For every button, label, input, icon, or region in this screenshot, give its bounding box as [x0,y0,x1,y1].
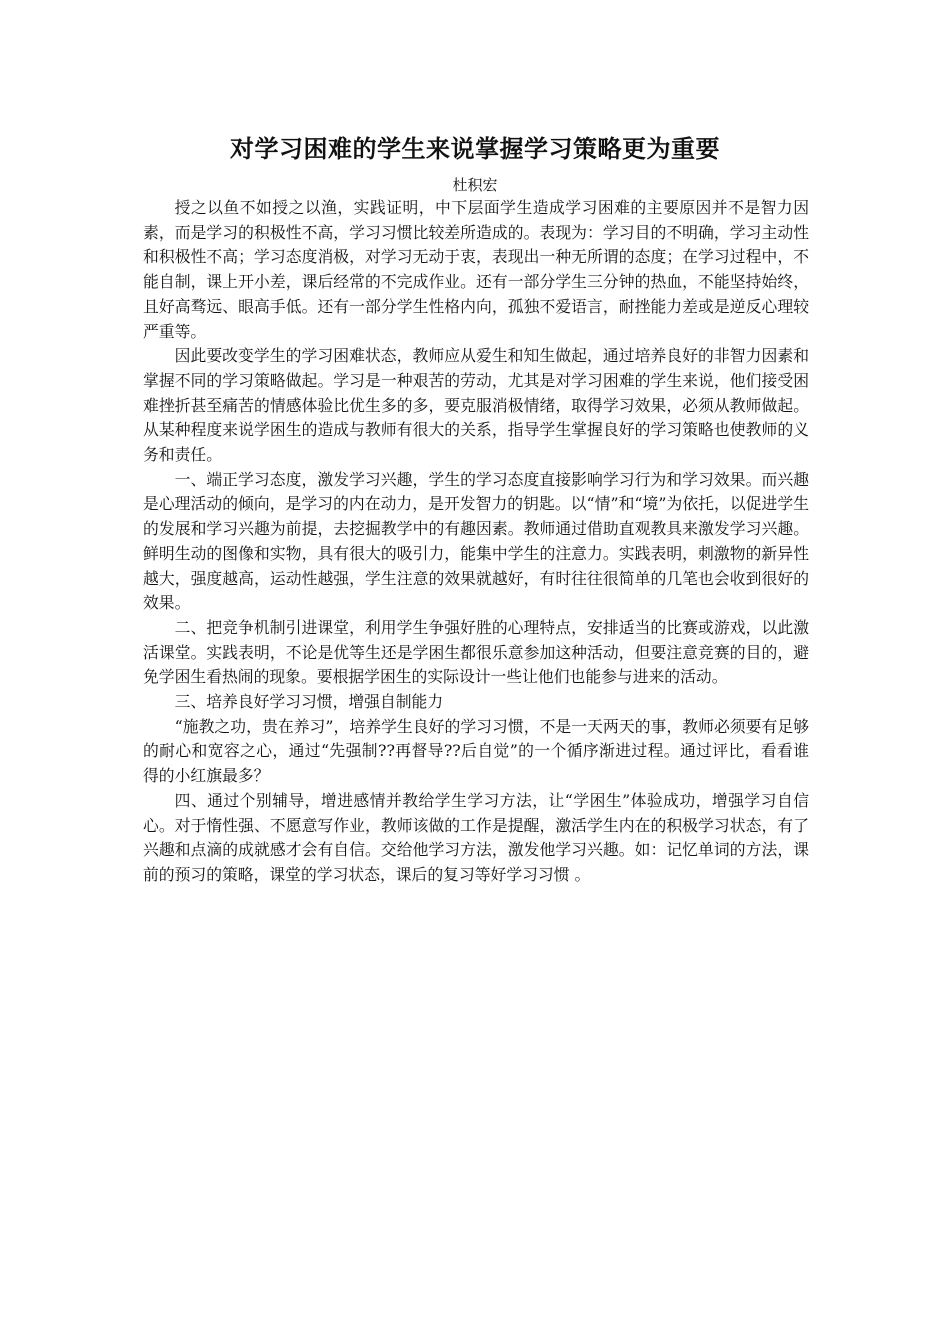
paragraph-teacher-role: 因此要改变学生的学习困难状态，教师应从爱生和知生做起，通过培养良好的非智力因素和掌握不同的学习策略做起。学习是一种艰苦的劳动，尤其是对学习困难的学生来说，他们接受困难挫折甚至痛苦的情感体验比优生多的多，要克服消极情绪，取得学习效果，必须从教师做起。从某种程度来说学困生的造成与教师有很大的关系，指导学生掌握良好的学习策略也使教师的义务和责任。 [143,346,809,465]
document-author: 杜积宏 [452,176,498,194]
paragraph-section-one: 一、端正学习态度，激发学习兴趣，学生的学习态度直接影响学习行为和学习效果。而兴趣是心理活动的倾向，是学习的内在动力，是开发智力的钥匙。以“情”和“境”为依托，以促进学生的发展和学习兴趣为前提，去挖掘教学中的有趣因素。教师通过借助直观教具来激发学习兴趣。鲜明生动的图像和实物，具有很大的吸引力，能集中学生的注意力。实践表明，刺激物的新异性越大，强度越高，运动性越强，学生注意的效果就越好，有时往往很简单的几笔也会收到很好的效果。 [143,469,809,613]
paragraph-section-two: 二、把竞争机制引进课堂，利用学生争强好胜的心理特点，安排适当的比赛或游戏，以此激活课堂。实践表明，不论是优等生还是学困生都很乐意参加这种活动，但要注意竞赛的目的，避免学困生看热闹的现象。要根据学困生的实际设计一些让他们也能参与进来的活动。 [143,617,809,687]
paragraph-intro: 授之以鱼不如授之以渔，实践证明，中下层面学生造成学习困难的主要原因并不是智力因素，而是学习的积极性不高，学习习惯比较差所造成的。表现为：学习目的不明确，学习主动性和积极性不高；学习态度消极，对学习无动于衷，表现出一种无所谓的态度；在学习过程中，不能自制，课上开小差，课后经常的不完成作业。还有一部分学生三分钟的热血，不能坚持始终，且好高骛远、眼高手低。还有一部分学生性格内向，孤独不爱语言，耐挫能力差或是逆反心理较严重等。 [143,198,809,341]
section-three-heading: 三、培养良好学习习惯，增强自制能力 [174,692,444,712]
document-body [143,196,809,888]
document-title: 对学习困难的学生来说掌握学习策略更为重要 [230,135,720,163]
paragraph-section-three: “施教之功，贵在养习”，培养学生良好的学习习惯，不是一天两天的事，教师必须要有足够的耐心和宽容之心，通过“先强制??再督导??后自觉”的一个循序渐进过程。通过评比，看看谁得的小红旗最多？ [143,716,809,786]
paragraph-section-four: 四、通过个别辅导，增进感情并教给学生学习方法，让“学困生”体验成功，增强学习自信心。对于惰性强、不愿意写作业，教师该做的工作是提醒，激活学生内在的积极学习状态，有了兴趣和点滴的成就感才会有自信。交给他学习方法，激发他学习兴趣。如：记忆单词的方法，课前的预习的策略，课堂的学习状态，课后的复习等好学习习惯 。 [143,790,809,884]
